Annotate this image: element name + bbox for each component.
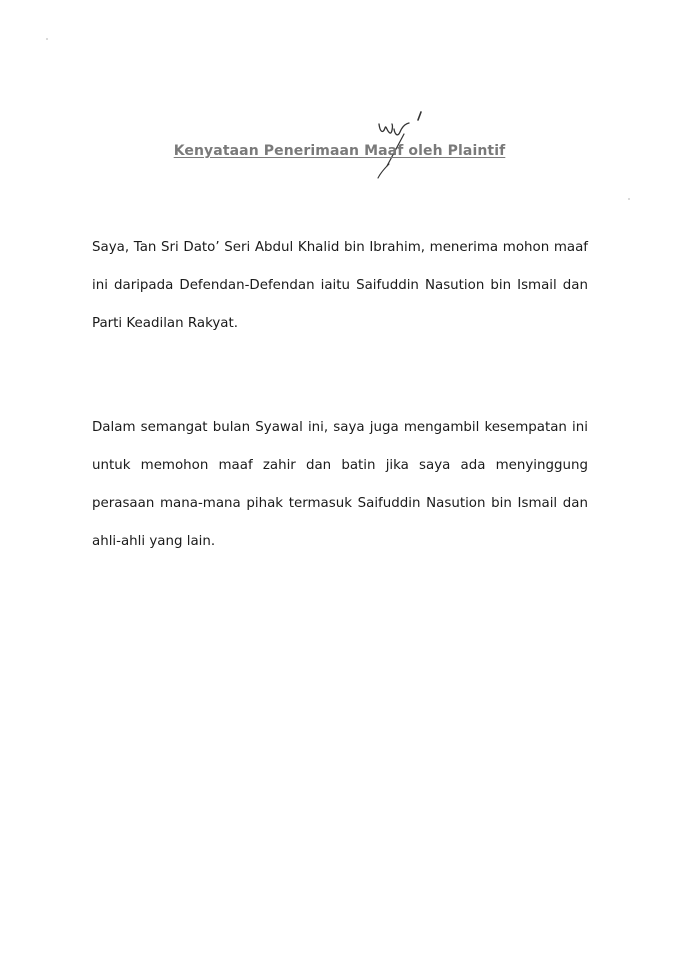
apology-paragraph: Dalam semangat bulan Syawal ini, saya juga mengambil kesempatan ini untuk memohon maaf zahir dan batin jika saya ada menyinggung perasaan mana-mana pihak termasuk Saifuddin Nasution bin Ismail dan ahli-ahli yang lain. [92,420,588,549]
acceptance-paragraph: Saya, Tan Sri Dato’ Seri Abdul Khalid bin Ibrahim, menerima mohon maaf ini daripada Defendan-Defendan iaitu Saifuddin Nasution bin Ismail dan Parti Keadilan Rakyat. [92,240,588,331]
statement-title: Kenyataan Penerimaan Maaf oleh Plaintif [173,143,506,159]
scan-speck [46,38,48,40]
scan-speck [628,198,630,200]
